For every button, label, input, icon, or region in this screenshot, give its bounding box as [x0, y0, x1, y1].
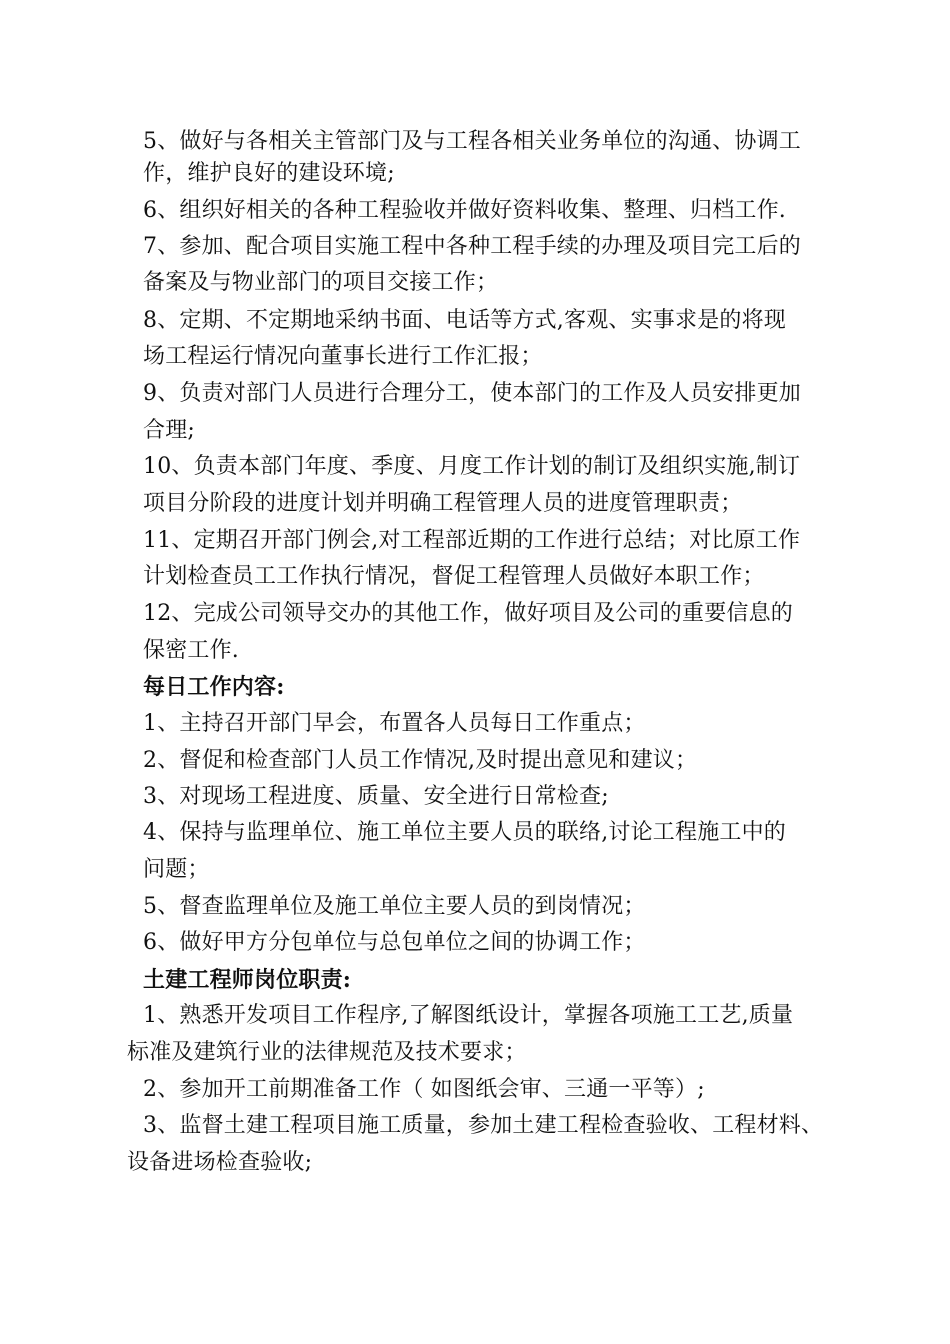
text-line: 作，维护良好的建设环境;: [143, 161, 395, 186]
text-line: 1、熟悉开发项目工作程序,了解图纸设计，掌握各项施工工艺,质量: [143, 1003, 794, 1028]
text-line: 项目分阶段的进度计划并明确工程管理人员的进度管理职责；: [143, 491, 743, 516]
text-line: 4、保持与监理单位、施工单位主要人员的联络,讨论工程施工中的: [143, 820, 786, 845]
text-line: 8、定期、不定期地采纳书面、电话等方式,客观、实事求是的将现: [143, 308, 786, 333]
text-line: 1、主持召开部门早会，布置各人员每日工作重点；: [143, 711, 646, 736]
text-line: 保密工作.: [143, 638, 239, 663]
text-line: 5、做好与各相关主管部门及与工程各相关业务单位的沟通、协调工: [143, 129, 801, 154]
text-line: 标准及建筑行业的法律规范及技术要求；: [127, 1040, 527, 1065]
text-line: 场工程运行情况向董事长进行工作汇报；: [143, 344, 543, 369]
text-line: 3、对现场工程进度、质量、安全进行日常检查;: [143, 784, 609, 809]
text-line: 2、督促和检查部门人员工作情况,及时提出意见和建议；: [143, 748, 698, 773]
text-line: 12、完成公司领导交办的其他工作，做好项目及公司的重要信息的: [143, 601, 793, 626]
text-line: 2、参加开工前期准备工作（ 如图纸会审、三通一平等）;: [143, 1077, 705, 1102]
text-line: 6、组织好相关的各种工程验收并做好资料收集、整理、归档工作.: [143, 198, 786, 223]
text-line: 3、监督土建工程项目施工质量，参加土建工程检查验收、工程材料、: [143, 1113, 824, 1138]
text-line: 11、定期召开部门例会,对工程部近期的工作进行总结；对比原工作: [143, 528, 801, 553]
section-heading-daily-work: 每日工作内容:: [143, 674, 285, 700]
text-line: 10、负责本部门年度、季度、月度工作计划的制订及组织实施,制订: [143, 454, 801, 479]
text-line: 5、督查监理单位及施工单位主要人员的到岗情况；: [143, 894, 646, 919]
text-line: 备案及与物业部门的项目交接工作；: [143, 270, 499, 295]
text-line: 计划检查员工工作执行情况，督促工程管理人员做好本职工作；: [143, 564, 765, 589]
section-heading-civil-engineer: 土建工程师岗位职责:: [143, 967, 352, 993]
text-line: 合理;: [143, 418, 196, 443]
text-line: 设备进场检查验收;: [127, 1150, 313, 1175]
text-line: 6、做好甲方分包单位与总包单位之间的协调工作；: [143, 930, 646, 955]
text-line: 9、负责对部门人员进行合理分工，使本部门的工作及人员安排更加: [143, 381, 801, 406]
text-line: 问题；: [143, 857, 210, 882]
text-line: 7、参加、配合项目实施工程中各种工程手续的办理及项目完工后的: [143, 234, 801, 259]
